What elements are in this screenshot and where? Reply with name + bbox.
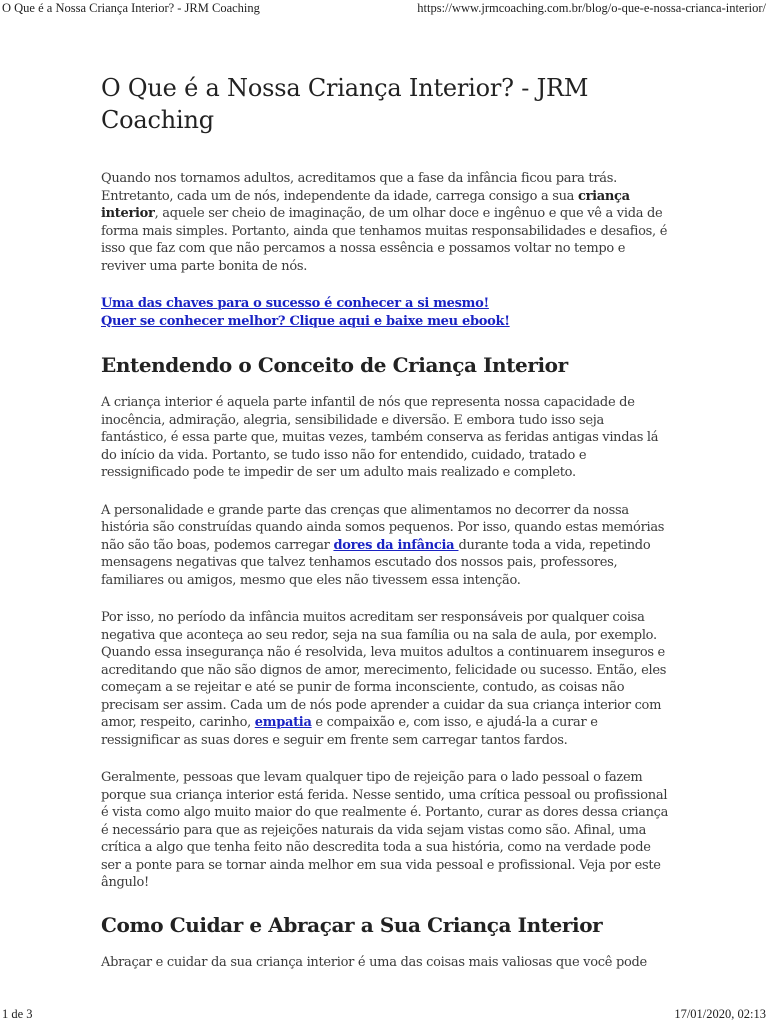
intro-paragraph (101, 170, 671, 275)
article (101, 72, 671, 991)
print-footer (0, 1007, 768, 1022)
concept-paragraph-3 (101, 609, 671, 749)
print-url: https://www.jrmcoaching.com.br/blog/o-que-e-nossa-crianca-interior/ (417, 1, 766, 15)
intro-text-2: , aquele ser cheio de imaginação, de um olhar doce e ingênuo e que vê a vida de forma mais simples. Portanto, ainda que tenhamos muitas responsabilidades e desafios, é isso que faz com que não percamos a nossa essência e possamos voltar no tempo e reviver uma parte bonita de nós. (101, 206, 668, 274)
section-heading-care: Como Cuidar e Abraçar a Sua Criança Interior (101, 912, 603, 937)
cta-block (101, 295, 671, 330)
print-header (0, 1, 768, 16)
link-dores-da-infancia[interactable]: dores da infância (333, 537, 459, 553)
print-timestamp: 17/01/2020, 02:13 (674, 1007, 766, 1021)
concept-paragraph-1: A criança interior é aquela parte infantil de nós que representa nossa capacidade de inocência, admiração, alegria, sensibilidade e diversão. E embora tudo isso seja fantástico, é essa parte que, muitas vezes, também conserva as feridas antigas vindas lá do início da vida. Portanto, se tudo isso não for entendido, cuidado, tratado e ressignificado pode te impedir de ser um adulto mais realizado e completo. (101, 395, 659, 480)
p2-text-a: A personalidade e grande parte das crenças que alimentamos no decorrer da nossa história são construídas quando ainda somos pequenos. Por isso, quando estas memórias não são tão boas, podemos carregar (101, 502, 665, 553)
concept-paragraph-2 (101, 502, 671, 590)
care-paragraph-1: Abraçar e cuidar da sua criança interior é uma das coisas mais valiosas que você pode (101, 954, 647, 970)
p3-text-b: e compaixão e, com isso, e ajudá-la a curar e ressignificar as suas dores e seguir em frente sem carregar tantos fardos. (101, 715, 598, 748)
link-empatia[interactable]: empatia (254, 715, 312, 730)
concept-paragraph-4: Geralmente, pessoas que levam qualquer tipo de rejeição para o lado pessoal o fazem porque sua criança interior está ferida. Nesse sentido, uma crítica pessoal ou profissional é vista como algo muito maior do que realmente é. Portanto, curar as dores dessa criança é necessário para que as rejeições naturais da vida sejam vistas como são. Afinal, uma crítica a algo que tenha feito não descredita toda a sua história, como na verdade pode ser a ponte para se tornar ainda melhor em sua vida pessoal e profissional. Veja por este ângulo! (101, 770, 669, 890)
article-title: O Que é a Nossa Criança Interior? - JRM Coaching (101, 74, 589, 134)
p2-text-b: durante toda a vida, repetindo mensagens negativas que talvez tenhamos escutado dos nossos pais, professores, familiares ou amigos, mesmo que eles não tivessem essa intenção. (101, 537, 651, 588)
cta-link-download-ebook[interactable]: Quer se conhecer melhor? Clique aqui e baixe meu ebook! (101, 313, 510, 329)
intro-text-1: Quando nos tornamos adultos, acreditamos que a fase da infância ficou para trás. Entretanto, cada um de nós, independente da idade, carrega consigo a sua (101, 171, 617, 204)
cta-link-know-yourself[interactable]: Uma das chaves para o sucesso é conhecer a si mesmo! (101, 296, 489, 311)
print-page-number: 1 de 3 (2, 1007, 33, 1021)
print-page-title: O Que é a Nossa Criança Interior? - JRM Coaching (2, 1, 260, 15)
section-heading-concept: Entendendo o Conceito de Criança Interior (101, 353, 568, 377)
p3-text-a: Por isso, no período da infância muitos acreditam ser responsáveis por qualquer coisa negativa que aconteça ao seu redor, seja na sua família ou na sala de aula, por exemplo. Quando essa insegurança não é resolvida, leva muitos adultos a continuarem inseguros e acreditando que não são dignos de amor, merecimento, felicidade ou sucesso. Então, eles começam a se rejeitar e até se punir de forma inconsciente, contudo, as coisas não precisam ser assim. Cada um de nós pode aprender a cuidar da sua criança interior com amor, respeito, carinho, (101, 610, 667, 730)
intro-bold-term: criança interior (101, 188, 630, 221)
